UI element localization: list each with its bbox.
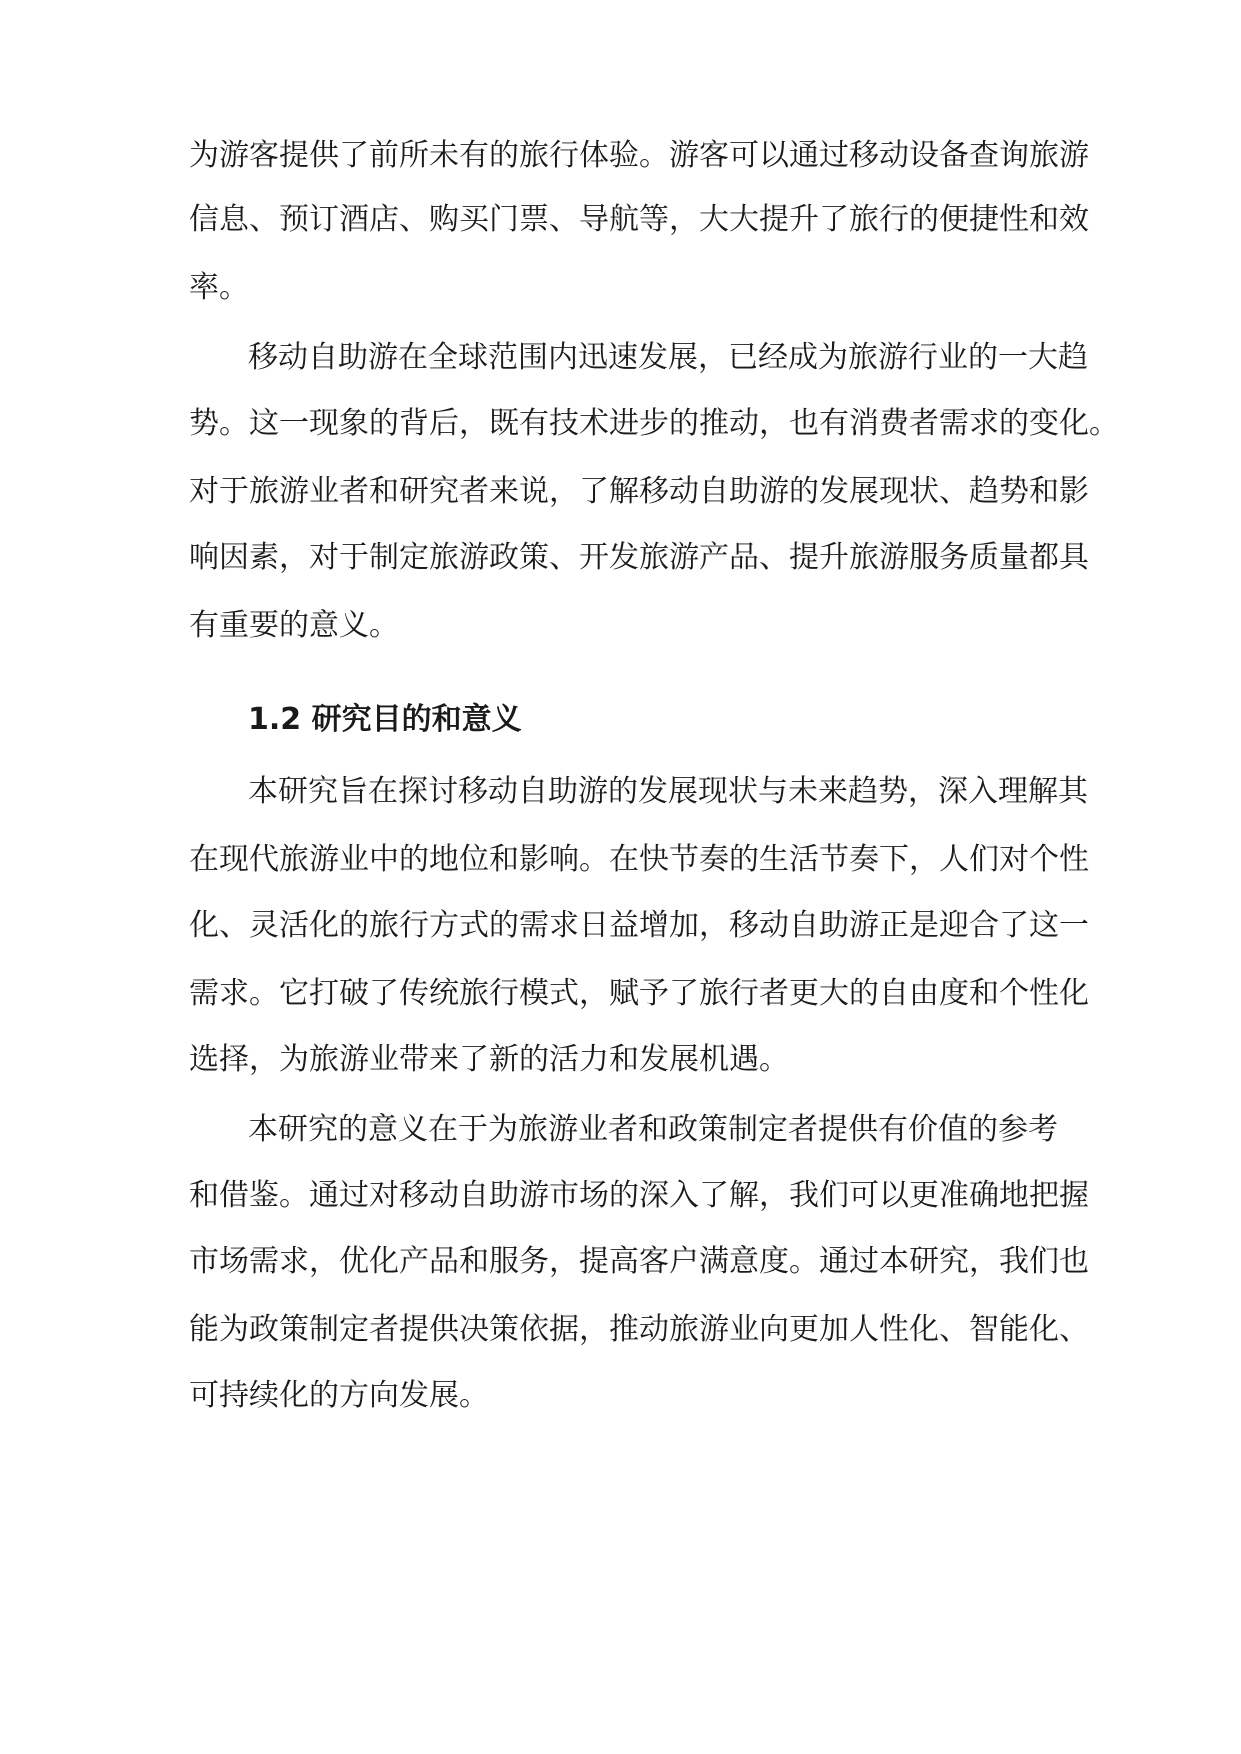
paragraph-3-line-5: 选择，为旅游业带来了新的活力和发展机遇。 — [189, 1042, 789, 1077]
paragraph-2-line-2: 势。这一现象的背后，既有技术进步的推动，也有消费者需求的变化。 — [189, 406, 1119, 441]
paragraph-2-line-3: 对于旅游业者和研究者来说，了解移动自助游的发展现状、趋势和影 — [189, 474, 1089, 509]
paragraph-4-line-4: 能为政策制定者提供决策依据，推动旅游业向更加人性化、智能化、 — [189, 1312, 1089, 1347]
paragraph-2-line-4: 响因素，对于制定旅游政策、开发旅游产品、提升旅游服务质量都具 — [189, 540, 1089, 575]
paragraph-4-line-5: 可持续化的方向发展。 — [189, 1378, 489, 1413]
paragraph-1-line-2: 信息、预订酒店、购买门票、导航等，大大提升了旅行的便捷性和效 — [189, 202, 1089, 237]
paragraph-4-line-1: 本研究的意义在于为旅游业者和政策制定者提供有价值的参考 — [248, 1112, 1058, 1147]
paragraph-3-line-2: 在现代旅游业中的地位和影响。在快节奏的生活节奏下，人们对个性 — [189, 842, 1089, 877]
paragraph-3-line-3: 化、灵活化的旅行方式的需求日益增加，移动自助游正是迎合了这一 — [189, 908, 1089, 943]
section-heading: 1.2 研究目的和意义 — [248, 702, 522, 737]
paragraph-2-line-1: 移动自助游在全球范围内迅速发展，已经成为旅游行业的一大趋 — [248, 340, 1088, 375]
paragraph-4-line-2: 和借鉴。通过对移动自助游市场的深入了解，我们可以更准确地把握 — [189, 1178, 1089, 1213]
paragraph-3-line-1: 本研究旨在探讨移动自助游的发展现状与未来趋势，深入理解其 — [248, 774, 1088, 809]
paragraph-1-line-1: 为游客提供了前所未有的旅行体验。游客可以通过移动设备查询旅游 — [189, 138, 1089, 173]
paragraph-3-line-4: 需求。它打破了传统旅行模式，赋予了旅行者更大的自由度和个性化 — [189, 976, 1089, 1011]
paragraph-4-line-3: 市场需求，优化产品和服务，提高客户满意度。通过本研究，我们也 — [189, 1244, 1089, 1279]
paragraph-2-line-5: 有重要的意义。 — [189, 608, 399, 643]
paragraph-1-line-3: 率。 — [189, 270, 249, 305]
